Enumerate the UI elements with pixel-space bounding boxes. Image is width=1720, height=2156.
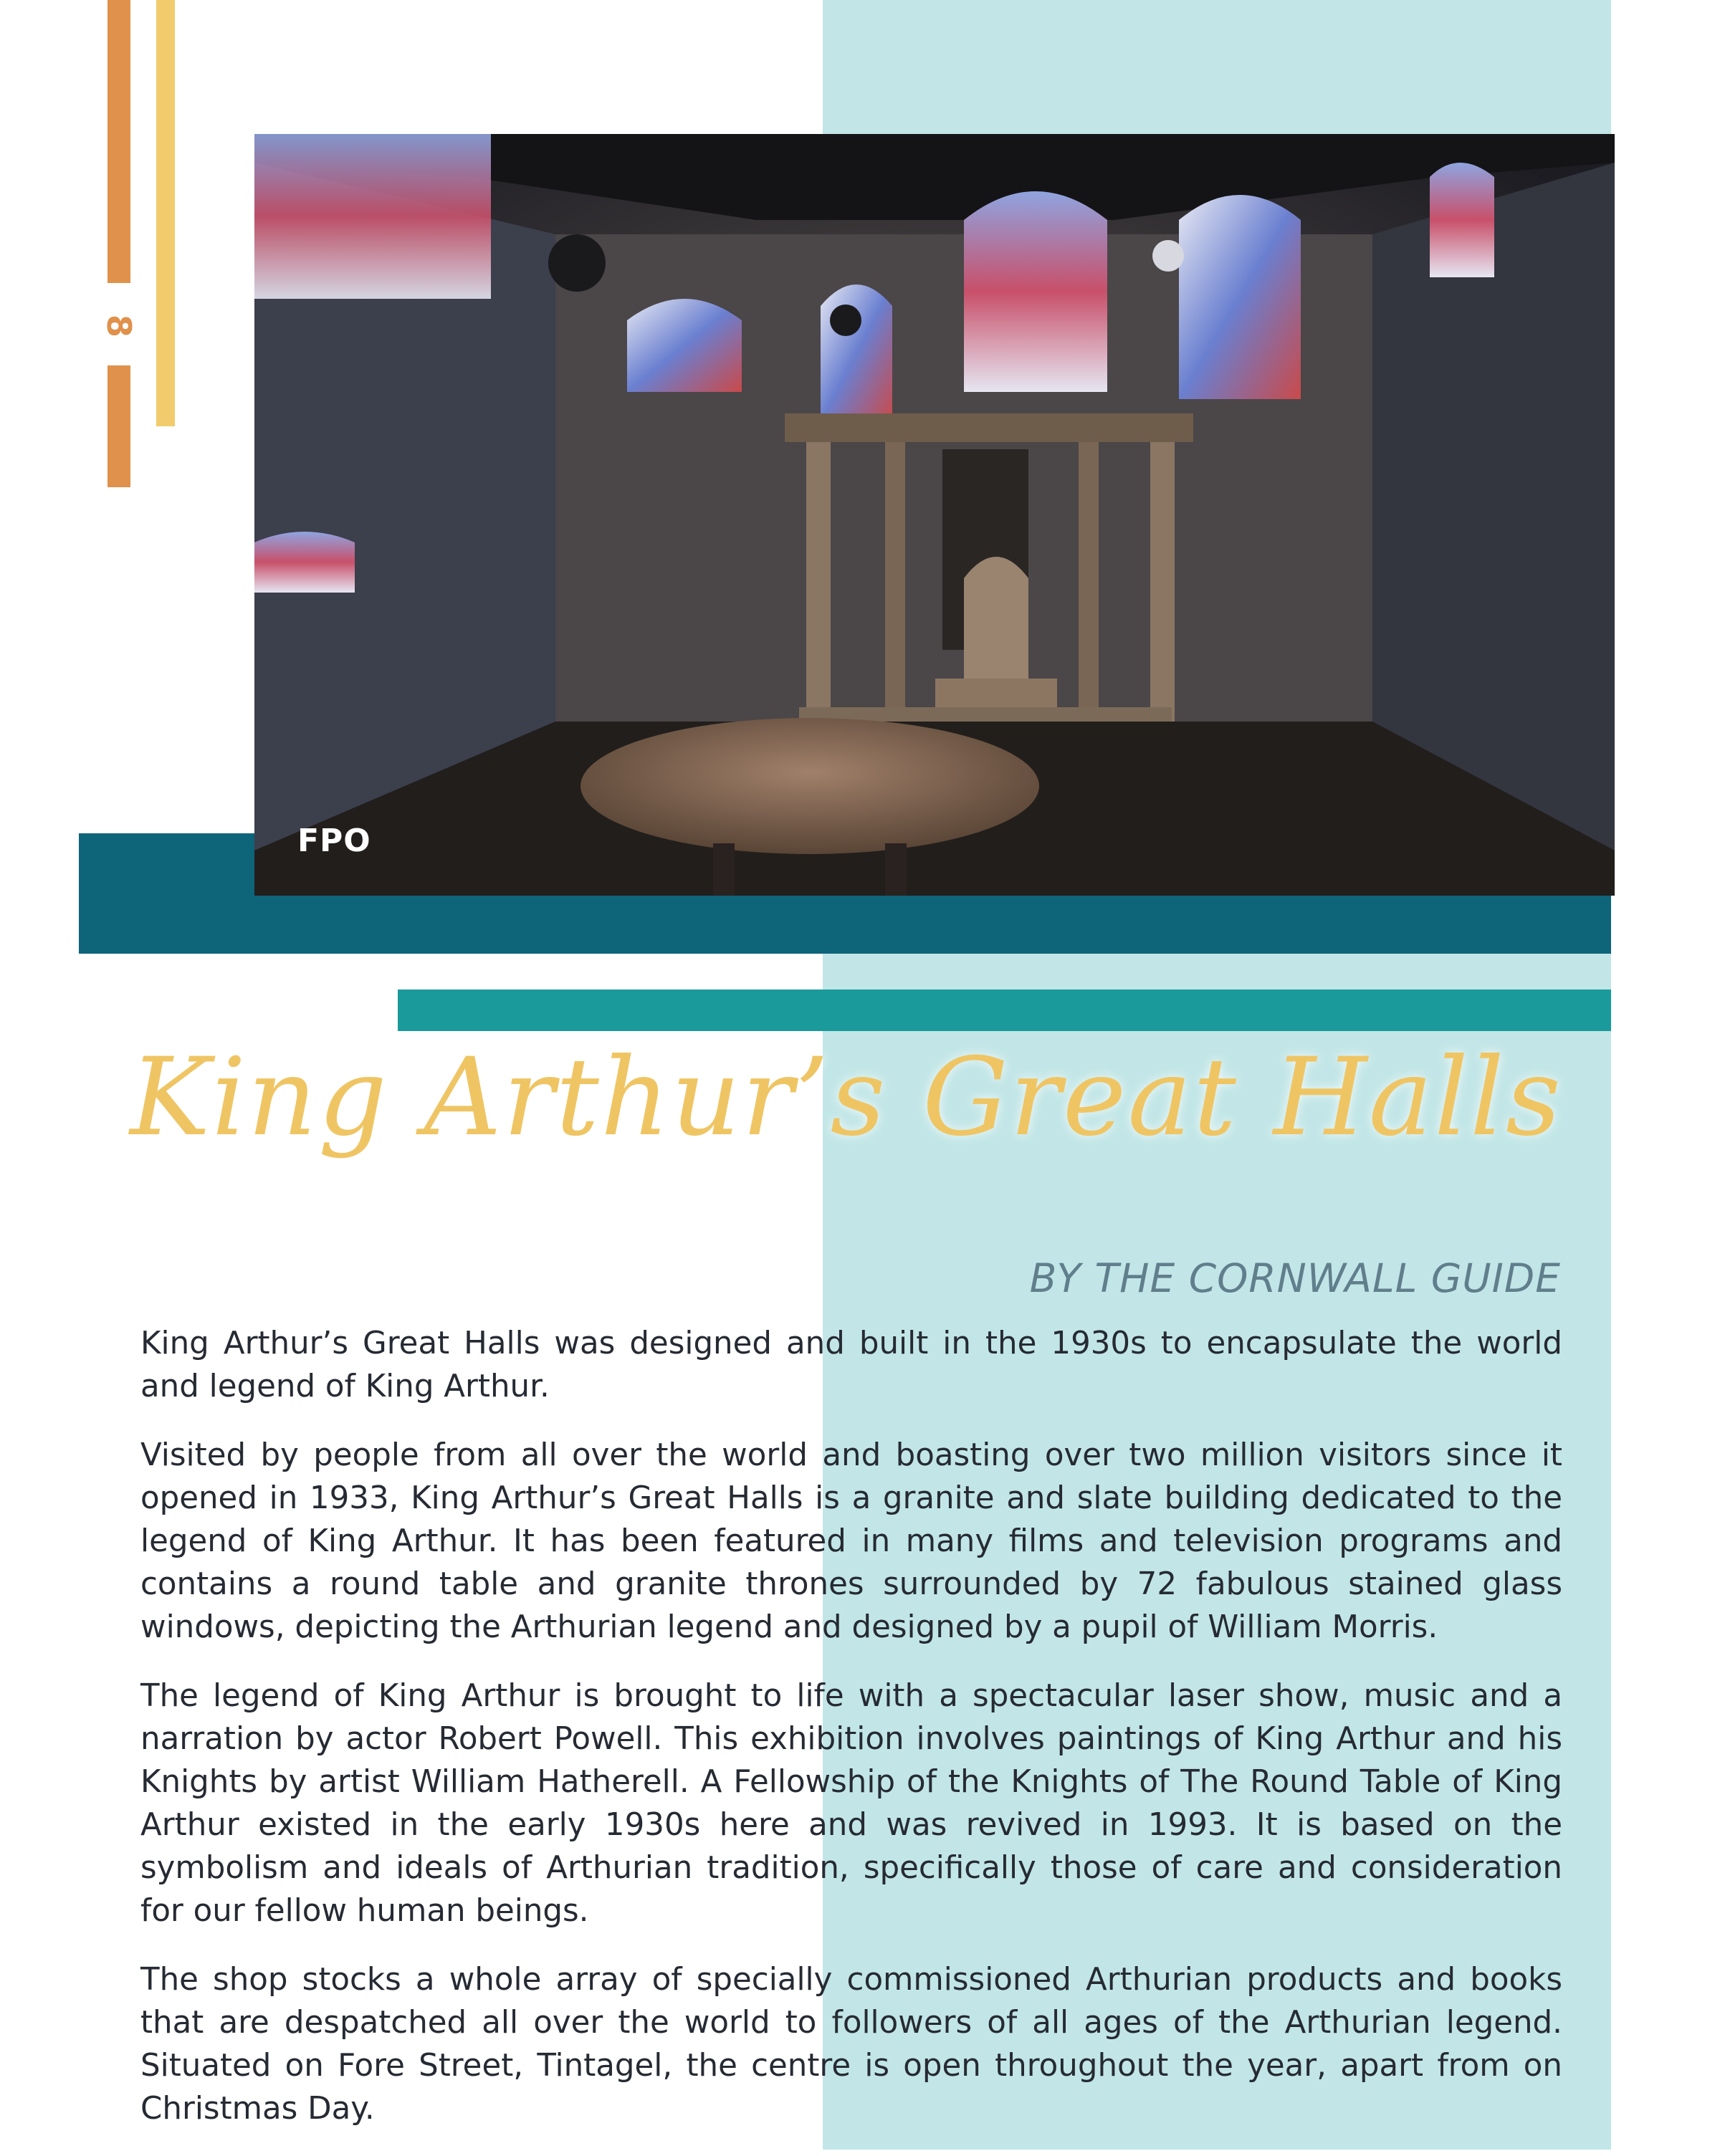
- article-title: King Arthur’s Great Halls: [130, 1035, 1562, 1160]
- article-paragraph: King Arthur’s Great Halls was designed and built in the 1930s to encapsulate the world and legend of King Arthur.: [140, 1326, 1562, 1404]
- decorative-bar-orange: [108, 0, 130, 283]
- article-body: [140, 1322, 1562, 2156]
- article-paragraph: The legend of King Arthur is brought to life with a spectacular laser show, music and a narration by actor Robert Powell. This exhibition involves paintings of King Arthur and his Knights by artist William Hatherell. A Fellowship of the Knights of The Round Table of King Arthur existed in the early 1930s here and was revived in 1993. It is based on the symbolism and ideals of Arthurian tradition, specifically those of care and consideration for our fellow human beings.: [140, 1678, 1562, 1929]
- article-byline: BY THE CORNWALL GUIDE: [1029, 1255, 1561, 1301]
- photo-placeholder-label: FPO: [297, 823, 371, 859]
- article-paragraph: The shop stocks a whole array of specially commissioned Arthurian products and books that are despatched all over the world to followers of all ages of the Arthurian legend. Situated on Fore Street, Tintagel, the centre is open throughout the year, apart from on Christmas Day.: [140, 1962, 1562, 2127]
- article-paragraph: Visited by people from all over the world and boasting over two million visitors since it opened in 1933, King Arthur’s Great Halls is a granite and slate building dedicated to the legend of King Arthur. It has been featured in many films and television programs and contains a round table and granite thrones surrounded by 72 fabulous stained glass windows, depicting the Arthurian legend and designed by a pupil of William Morris.: [140, 1437, 1562, 1645]
- page-number: 8: [100, 314, 138, 337]
- decorative-bar-orange-lower: [108, 365, 130, 487]
- decorative-bar-yellow: [156, 0, 175, 426]
- hall-interior-photo: [254, 134, 1615, 896]
- title-accent-bar: [398, 990, 1611, 1031]
